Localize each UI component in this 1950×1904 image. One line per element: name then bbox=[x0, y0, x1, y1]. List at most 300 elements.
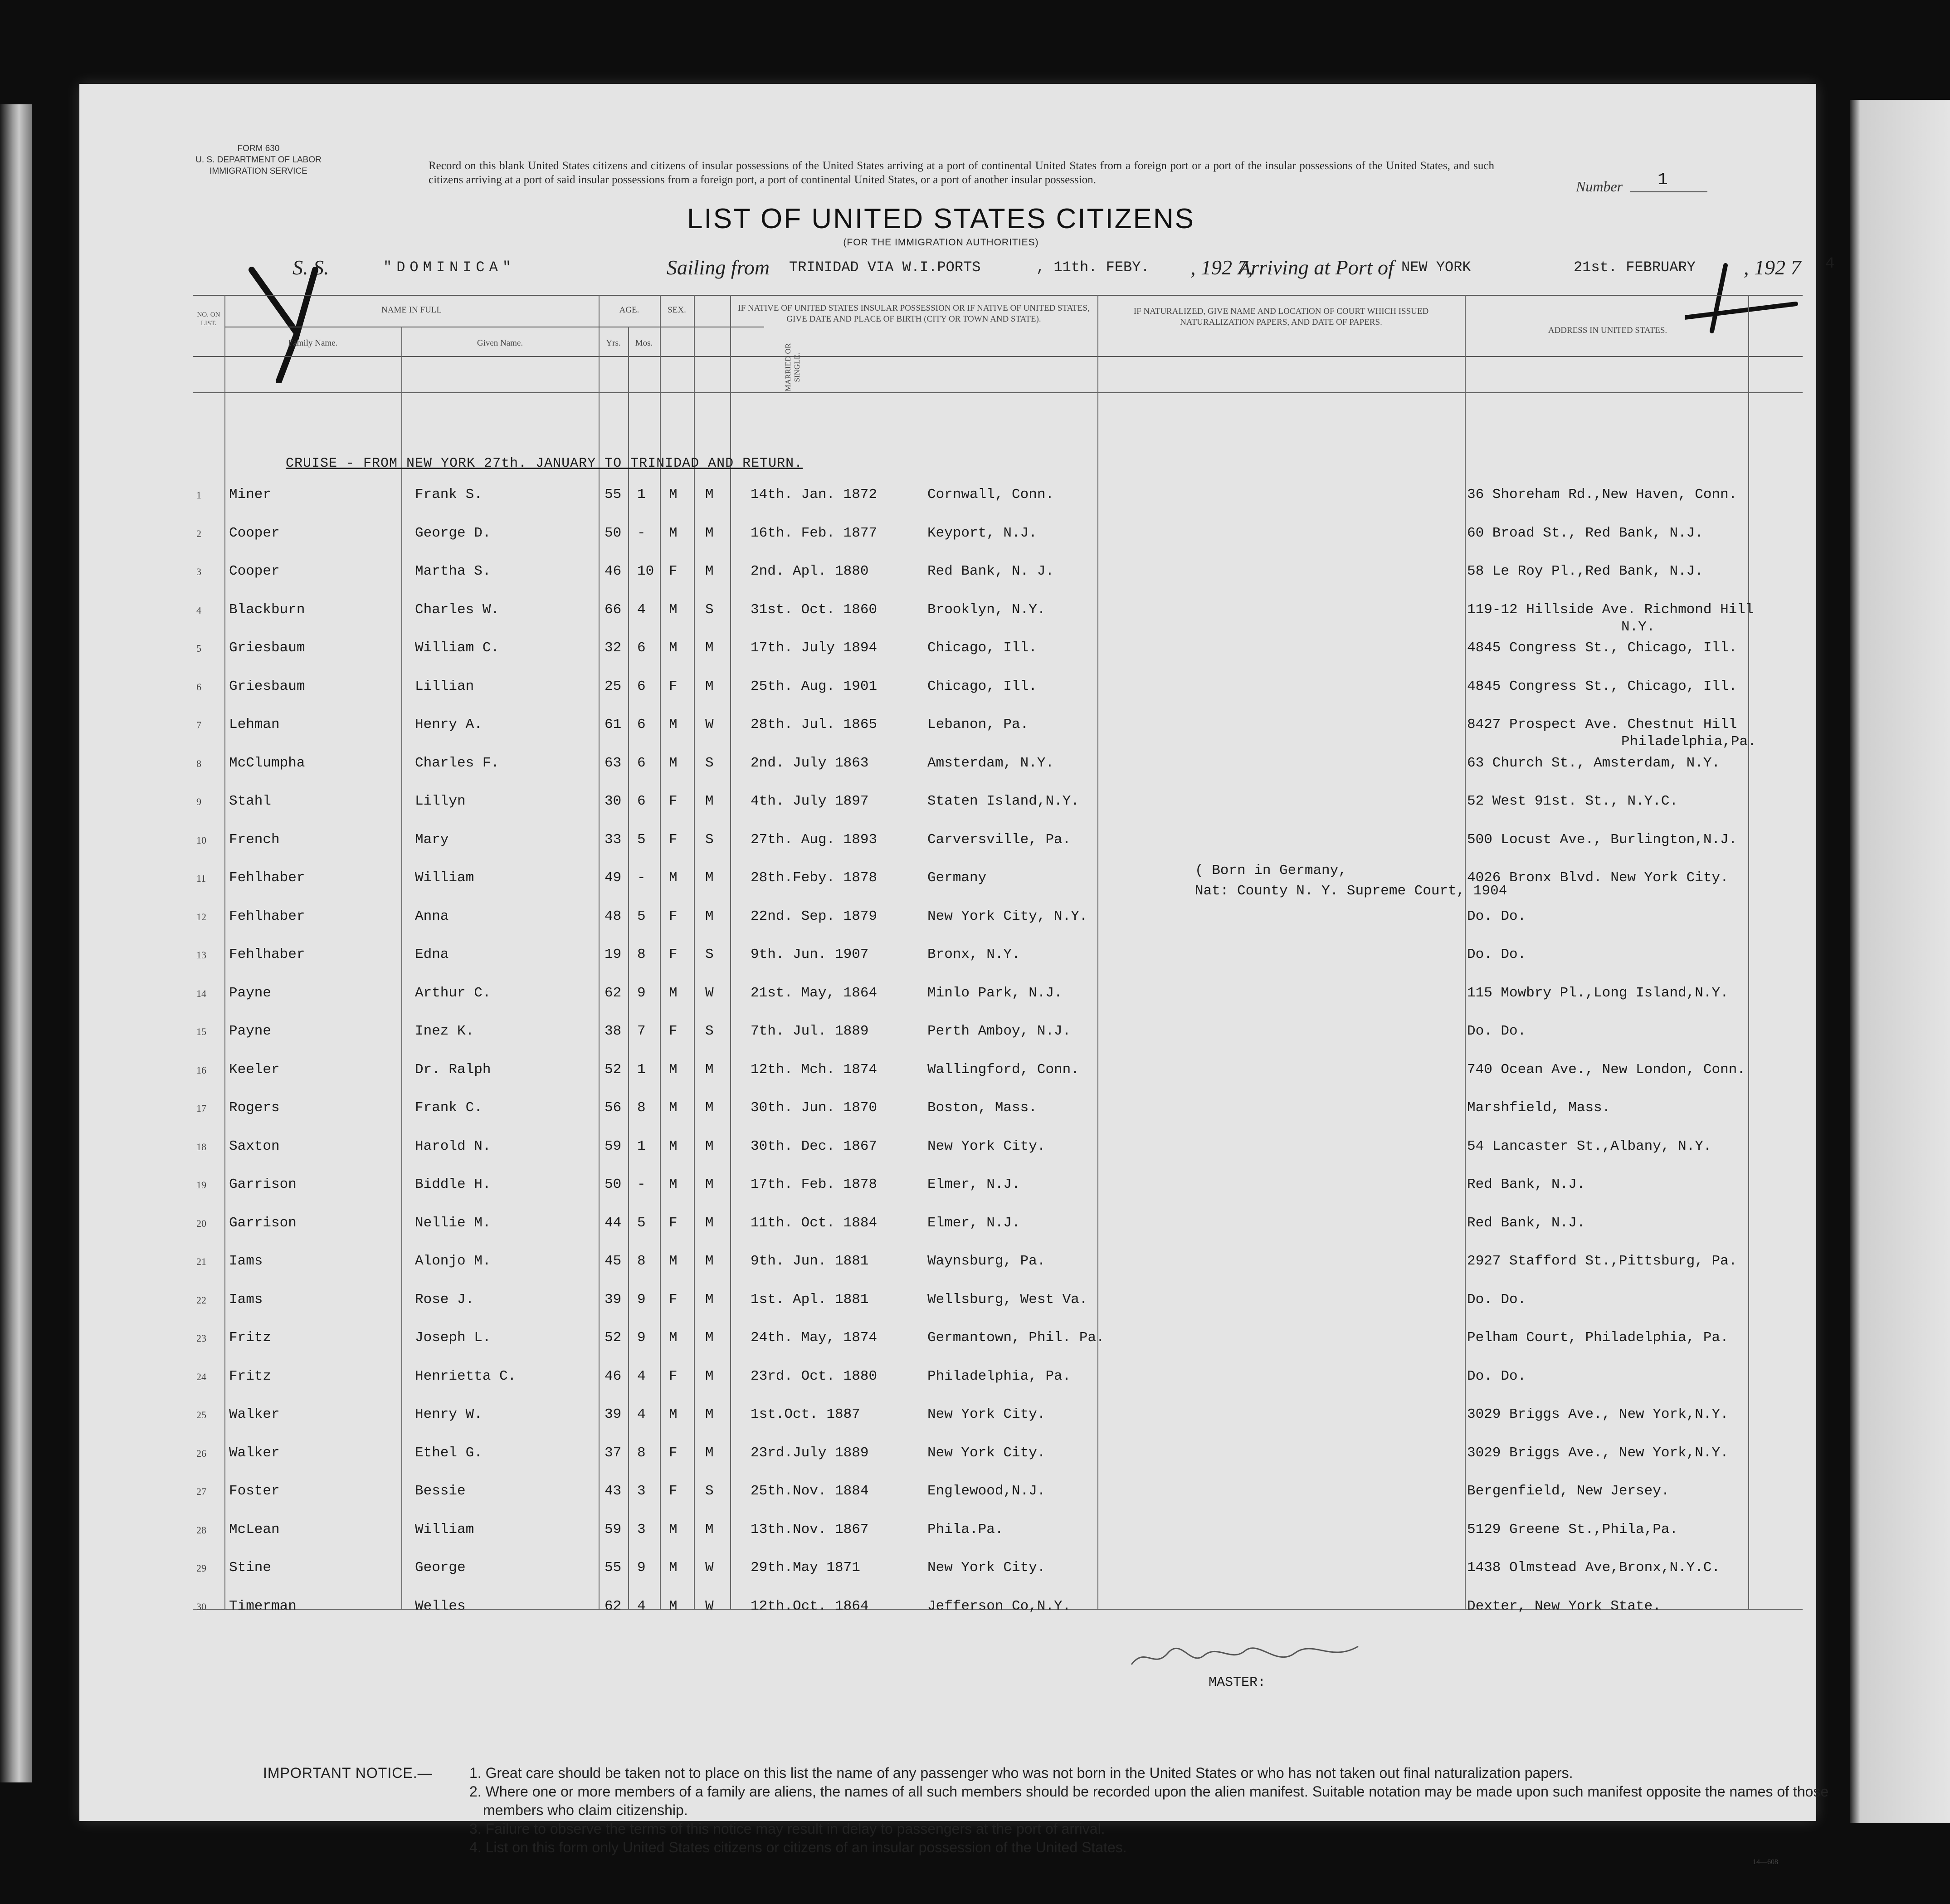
cell-mos: 3 bbox=[637, 1521, 646, 1538]
cell-sex: M bbox=[669, 1061, 678, 1078]
cell-ms: M bbox=[705, 1445, 714, 1461]
table-row bbox=[79, 1560, 1816, 1596]
cell-place: Red Bank, N. J. bbox=[927, 563, 1054, 579]
cell-date: 1st. Apl. 1881 bbox=[751, 1291, 869, 1308]
cruise-rule bbox=[193, 392, 1803, 393]
cell-no: 27 bbox=[196, 1486, 206, 1497]
cell-address-line-2: N.Y. bbox=[1621, 619, 1655, 635]
cell-no: 11 bbox=[196, 873, 206, 884]
cell-address: Red Bank, N.J. bbox=[1467, 1177, 1585, 1192]
cell-yrs: 62 bbox=[604, 985, 622, 1001]
cell-no: 12 bbox=[196, 911, 206, 923]
table-row bbox=[79, 640, 1816, 676]
cell-sex: F bbox=[669, 831, 678, 848]
cell-no: 8 bbox=[196, 757, 201, 769]
cell-ms: M bbox=[705, 525, 714, 541]
cell-address: 119-12 Hillside Ave. Richmond Hill bbox=[1467, 601, 1754, 618]
cell-place: Keyport, N.J. bbox=[927, 525, 1037, 541]
cell-yrs: 33 bbox=[604, 831, 622, 848]
cell-date: 25th. Aug. 1901 bbox=[751, 678, 878, 694]
cell-given: Charles W. bbox=[415, 601, 500, 618]
cell-ms: M bbox=[705, 1177, 714, 1192]
number-value: 1 bbox=[1658, 170, 1668, 190]
cell-sex: M bbox=[669, 640, 678, 656]
table-row bbox=[79, 525, 1816, 561]
cell-given: George bbox=[415, 1560, 466, 1576]
cell-sex: M bbox=[669, 755, 678, 771]
notice-item: 3. Failure to observe the terms of this notice may result in delay to passengers at the port of arrival. bbox=[469, 1821, 1105, 1837]
cell-date: 30th. Jun. 1870 bbox=[751, 1100, 878, 1116]
cell-address: 54 Lancaster St.,Albany, N.Y. bbox=[1467, 1138, 1712, 1154]
cell-address: 4026 Bronx Blvd. New York City. bbox=[1467, 870, 1729, 886]
cell-family: Keeler bbox=[229, 1061, 280, 1078]
cell-mos: 9 bbox=[637, 1560, 646, 1576]
cell-family: McLean bbox=[229, 1521, 280, 1538]
table-row bbox=[79, 563, 1816, 600]
cell-place: Cornwall, Conn. bbox=[927, 487, 1054, 503]
form-identifier bbox=[184, 143, 333, 177]
cell-family: Fritz bbox=[229, 1330, 272, 1346]
cell-yrs: 25 bbox=[604, 678, 622, 694]
cell-date: 28th. Jul. 1865 bbox=[751, 717, 878, 732]
cell-ms: W bbox=[705, 985, 714, 1001]
cell-yrs: 39 bbox=[604, 1406, 622, 1422]
cell-address: 36 Shoreham Rd.,New Haven, Conn. bbox=[1467, 487, 1737, 503]
header-married-single: MARRIED OR SINGLE. bbox=[784, 343, 801, 392]
cell-sex: M bbox=[669, 525, 678, 541]
cell-ms: M bbox=[705, 1061, 714, 1078]
cell-given: Martha S. bbox=[415, 563, 491, 579]
cell-family: Lehman bbox=[229, 717, 280, 732]
cell-date: 24th. May, 1874 bbox=[751, 1330, 878, 1346]
cell-place: Minlo Park, N.J. bbox=[927, 985, 1063, 1001]
cell-date: 22nd. Sep. 1879 bbox=[751, 908, 878, 924]
table-row bbox=[79, 1598, 1816, 1635]
service-name: IMMIGRATION SERVICE bbox=[210, 166, 307, 176]
cell-date: 17th. July 1894 bbox=[751, 640, 878, 656]
cell-ms: W bbox=[705, 1560, 714, 1576]
cell-given: Henry A. bbox=[415, 717, 483, 732]
cell-mos: 5 bbox=[637, 1215, 646, 1231]
cell-family: Iams bbox=[229, 1291, 263, 1308]
cell-address: 500 Locust Ave., Burlington,N.J. bbox=[1467, 831, 1737, 848]
cell-address: 60 Broad St., Red Bank, N.J. bbox=[1467, 525, 1703, 541]
cell-given: William C. bbox=[415, 640, 500, 656]
cell-no: 17 bbox=[196, 1103, 206, 1114]
cell-given: Inez K. bbox=[415, 1023, 474, 1039]
table-row bbox=[79, 908, 1816, 945]
header-top-rule bbox=[193, 295, 1803, 296]
cell-ms: S bbox=[705, 1023, 714, 1039]
cell-yrs: 32 bbox=[604, 640, 622, 656]
cell-given: Biddle H. bbox=[415, 1177, 491, 1192]
notice-item: 4. List on this form only United States citizens or citizens of an insular possession of the United States. bbox=[469, 1839, 1127, 1855]
cell-mos: 9 bbox=[637, 985, 646, 1001]
cell-mos: 3 bbox=[637, 1483, 646, 1499]
cell-address: Red Bank, N.J. bbox=[1467, 1215, 1585, 1231]
cell-no: 25 bbox=[196, 1409, 206, 1421]
table-row bbox=[79, 1253, 1816, 1289]
cell-yrs: 43 bbox=[604, 1483, 622, 1499]
page-subtitle: (FOR THE IMMIGRATION AUTHORITIES) bbox=[843, 237, 1039, 248]
table-row bbox=[79, 487, 1816, 523]
cell-yrs: 38 bbox=[604, 1023, 622, 1039]
cell-mos: - bbox=[637, 525, 646, 541]
cell-mos: 7 bbox=[637, 1023, 646, 1039]
cell-place: Chicago, Ill. bbox=[927, 678, 1037, 694]
header-months: Mos. bbox=[635, 338, 653, 348]
cell-ms: M bbox=[705, 1100, 714, 1116]
handwritten-number-mark bbox=[1685, 263, 1798, 336]
cell-yrs: 37 bbox=[604, 1445, 622, 1461]
cell-family: Stine bbox=[229, 1560, 272, 1576]
cell-given: William bbox=[415, 1521, 474, 1538]
cell-ms: S bbox=[705, 601, 714, 618]
cell-address: Do. Do. bbox=[1467, 947, 1526, 962]
table-row bbox=[79, 679, 1816, 715]
page-title: LIST OF UNITED STATES CITIZENS bbox=[687, 203, 1195, 234]
cell-sex: F bbox=[669, 947, 678, 962]
number-line bbox=[1630, 191, 1707, 192]
cell-date: 13th.Nov. 1867 bbox=[751, 1521, 869, 1538]
table-row bbox=[79, 1177, 1816, 1213]
table-row bbox=[79, 1062, 1816, 1098]
cell-address: 4845 Congress St., Chicago, Ill. bbox=[1467, 640, 1737, 656]
arriving-date: 21st. FEBRUARY bbox=[1574, 259, 1696, 276]
cell-family: French bbox=[229, 831, 280, 848]
cell-mos: 8 bbox=[637, 1253, 646, 1269]
cell-sex: M bbox=[669, 1330, 678, 1346]
cell-given: Dr. Ralph bbox=[415, 1061, 491, 1078]
table-row bbox=[79, 1215, 1816, 1251]
cell-mos: 6 bbox=[637, 755, 646, 771]
cell-sex: M bbox=[669, 1253, 678, 1269]
cell-ms: M bbox=[705, 1253, 714, 1269]
cell-no: 2 bbox=[196, 527, 201, 539]
cell-place: Englewood,N.J. bbox=[927, 1483, 1046, 1499]
cell-yrs: 44 bbox=[604, 1215, 622, 1231]
cell-ms: M bbox=[705, 678, 714, 694]
cell-sex: F bbox=[669, 1445, 678, 1461]
cell-mos: 4 bbox=[637, 1368, 646, 1384]
cell-sex: M bbox=[669, 985, 678, 1001]
cell-address: 1438 Olmstead Ave,Bronx,N.Y.C. bbox=[1467, 1560, 1721, 1576]
table-row bbox=[79, 793, 1816, 830]
corner-number: 4 bbox=[1825, 255, 1835, 273]
cell-address: 4845 Congress St., Chicago, Ill. bbox=[1467, 678, 1737, 694]
cell-place: Waynsburg, Pa. bbox=[927, 1253, 1046, 1269]
cell-place: Boston, Mass. bbox=[927, 1100, 1037, 1116]
cell-date: 30th. Dec. 1867 bbox=[751, 1138, 878, 1154]
table-row bbox=[79, 1522, 1816, 1558]
cell-family: Fehlhaber bbox=[229, 870, 305, 886]
cell-no: 22 bbox=[196, 1294, 206, 1306]
cell-yrs: 62 bbox=[604, 1598, 622, 1614]
cell-family: Timerman bbox=[229, 1598, 297, 1614]
table-row bbox=[79, 985, 1816, 1021]
cell-yrs: 55 bbox=[604, 487, 622, 503]
cell-mos: 4 bbox=[637, 601, 646, 618]
cell-sex: M bbox=[669, 1598, 678, 1614]
cell-date: 7th. Jul. 1889 bbox=[751, 1023, 869, 1039]
table-row bbox=[79, 1292, 1816, 1328]
cell-family: Walker bbox=[229, 1445, 280, 1461]
cell-yrs: 46 bbox=[604, 563, 622, 579]
cell-mos: 1 bbox=[637, 1138, 646, 1154]
cell-yrs: 50 bbox=[604, 1177, 622, 1192]
cell-given: Mary bbox=[415, 831, 449, 848]
cell-given: Frank C. bbox=[415, 1100, 483, 1116]
header-naturalized: IF NATURALIZED, GIVE NAME AND LOCATION OF COURT WHICH ISSUED NATURALIZATION PAPERS, AND DATE OF PAPERS. bbox=[1133, 307, 1429, 327]
cell-no: 26 bbox=[196, 1447, 206, 1459]
cell-date: 21st. May, 1864 bbox=[751, 985, 878, 1001]
cell-address: 3029 Briggs Ave., New York,N.Y. bbox=[1467, 1406, 1729, 1422]
department-name: U. S. DEPARTMENT OF LABOR bbox=[195, 155, 322, 165]
cell-given: Lillian bbox=[415, 678, 474, 694]
cell-mos: 10 bbox=[637, 563, 654, 579]
cell-address: Pelham Court, Philadelphia, Pa. bbox=[1467, 1330, 1729, 1346]
manifest-sheet bbox=[79, 84, 1835, 1866]
cell-given: Henrietta C. bbox=[415, 1368, 517, 1384]
cell-ms: M bbox=[705, 1521, 714, 1538]
cell-mos: 6 bbox=[637, 793, 646, 809]
cell-ms: M bbox=[705, 908, 714, 924]
cell-yrs: 52 bbox=[604, 1061, 622, 1078]
table-row bbox=[79, 947, 1816, 983]
cell-yrs: 50 bbox=[604, 525, 622, 541]
cell-ms: M bbox=[705, 1291, 714, 1308]
cell-no: 20 bbox=[196, 1217, 206, 1229]
cell-yrs: 63 bbox=[604, 755, 622, 771]
cell-sex: F bbox=[669, 1023, 678, 1039]
cell-place: Bronx, N.Y. bbox=[927, 947, 1020, 962]
cell-family: Walker bbox=[229, 1406, 280, 1422]
cell-mos: 8 bbox=[637, 1100, 646, 1116]
cell-family: McClumpha bbox=[229, 755, 305, 771]
cell-address: 52 West 91st. St., N.Y.C. bbox=[1467, 793, 1678, 809]
cell-yrs: 55 bbox=[604, 1560, 622, 1576]
cell-date: 14th. Jan. 1872 bbox=[751, 487, 878, 503]
cell-yrs: 46 bbox=[604, 1368, 622, 1384]
cell-ms: M bbox=[705, 870, 714, 886]
cell-family: Fritz bbox=[229, 1368, 272, 1384]
cell-place: Amsterdam, N.Y. bbox=[927, 755, 1054, 771]
cell-family: Garrison bbox=[229, 1215, 297, 1231]
cell-sex: M bbox=[669, 487, 678, 503]
cell-mos: 1 bbox=[637, 1061, 646, 1078]
cell-address: Do. Do. bbox=[1467, 1368, 1526, 1384]
cell-given: George D. bbox=[415, 525, 491, 541]
cell-address: Do. Do. bbox=[1467, 1291, 1526, 1308]
cell-ms: M bbox=[705, 1368, 714, 1384]
header-bottom-rule bbox=[193, 356, 1803, 357]
cell-address: Dexter, New York State. bbox=[1467, 1598, 1661, 1614]
cell-sex: M bbox=[669, 1521, 678, 1538]
cell-date: 16th. Feb. 1877 bbox=[751, 525, 878, 541]
cell-address: 740 Ocean Ave., New London, Conn. bbox=[1467, 1061, 1745, 1078]
cell-place: Wellsburg, West Va. bbox=[927, 1291, 1088, 1308]
notice-heading: IMPORTANT NOTICE.— bbox=[263, 1765, 433, 1781]
cell-sex: F bbox=[669, 1483, 678, 1499]
cell-given: Lillyn bbox=[415, 793, 466, 809]
table-row bbox=[79, 1138, 1816, 1175]
header-age: AGE. bbox=[619, 305, 639, 315]
header-years: Yrs. bbox=[606, 338, 621, 348]
header-family-name: Family Name. bbox=[288, 338, 338, 348]
cell-address: 63 Church St., Amsterdam, N.Y. bbox=[1467, 755, 1721, 771]
cell-no: 7 bbox=[196, 719, 201, 731]
cell-no: 14 bbox=[196, 987, 206, 999]
cell-place: Phila.Pa. bbox=[927, 1521, 1004, 1538]
cell-no: 23 bbox=[196, 1333, 206, 1344]
cell-no: 28 bbox=[196, 1524, 206, 1536]
cell-place: Elmer, N.J. bbox=[927, 1177, 1020, 1192]
cell-ms: M bbox=[705, 1138, 714, 1154]
cell-sex: F bbox=[669, 793, 678, 809]
cell-date: 9th. Jun. 1881 bbox=[751, 1253, 869, 1269]
cell-sex: M bbox=[669, 870, 678, 886]
cell-mos: 1 bbox=[637, 487, 646, 503]
cell-mos: 5 bbox=[637, 908, 646, 924]
adjacent-page-right bbox=[1850, 100, 1950, 1823]
cell-given: Charles F. bbox=[415, 755, 500, 771]
cell-no: 30 bbox=[196, 1601, 206, 1612]
cell-family: Payne bbox=[229, 985, 272, 1001]
cell-address: 58 Le Roy Pl.,Red Bank, N.J. bbox=[1467, 563, 1703, 579]
arriving-port: NEW YORK bbox=[1401, 259, 1471, 276]
cell-sex: M bbox=[669, 601, 678, 618]
cell-address: Marshfield, Mass. bbox=[1467, 1100, 1611, 1116]
cell-place: New York City, N.Y. bbox=[927, 908, 1088, 924]
cell-date: 1st.Oct. 1887 bbox=[751, 1406, 860, 1422]
cell-sex: M bbox=[669, 1138, 678, 1154]
arriving-label: Arriving at Port of bbox=[1238, 256, 1394, 279]
cell-place: Jefferson Co,N.Y. bbox=[927, 1598, 1071, 1614]
cell-mos: 6 bbox=[637, 640, 646, 656]
cell-date: 27th. Aug. 1893 bbox=[751, 831, 878, 848]
table-row bbox=[79, 1406, 1816, 1443]
table-row bbox=[79, 1368, 1816, 1405]
cell-place: Lebanon, Pa. bbox=[927, 717, 1029, 732]
cell-ms: W bbox=[705, 717, 714, 732]
cell-date: 4th. July 1897 bbox=[751, 793, 869, 809]
table-row bbox=[79, 717, 1816, 753]
cell-sex: M bbox=[669, 1177, 678, 1192]
cell-family: Griesbaum bbox=[229, 678, 305, 694]
header-no: NO. ON LIST. bbox=[197, 311, 220, 327]
cell-place: Wallingford, Conn. bbox=[927, 1061, 1079, 1078]
ship-name: "DOMINICA" bbox=[383, 259, 516, 276]
cell-yrs: 66 bbox=[604, 601, 622, 618]
cell-date: 28th.Feby. 1878 bbox=[751, 870, 878, 886]
cell-yrs: 49 bbox=[604, 870, 622, 886]
cell-given: Harold N. bbox=[415, 1138, 491, 1154]
cell-sex: M bbox=[669, 1100, 678, 1116]
cell-ms: M bbox=[705, 487, 714, 503]
cell-no: 29 bbox=[196, 1562, 206, 1574]
cell-given: Welles bbox=[415, 1598, 466, 1614]
cell-no: 18 bbox=[196, 1141, 206, 1152]
cell-address: 3029 Briggs Ave., New York,N.Y. bbox=[1467, 1445, 1729, 1461]
cell-family: Cooper bbox=[229, 525, 280, 541]
cell-ms: S bbox=[705, 831, 714, 848]
cell-sex: M bbox=[669, 717, 678, 732]
cell-sex: F bbox=[669, 1368, 678, 1384]
arriving-year: , 192 7 bbox=[1744, 256, 1801, 279]
cell-family: Fehlhaber bbox=[229, 947, 305, 962]
table-row bbox=[79, 1330, 1816, 1366]
cell-date: 2nd. July 1863 bbox=[751, 755, 869, 771]
cell-mos: 9 bbox=[637, 1291, 646, 1308]
form-number: FORM 630 bbox=[237, 144, 280, 153]
sailing-year: , 192 7, bbox=[1190, 256, 1253, 279]
cell-place: Carversville, Pa. bbox=[927, 831, 1071, 848]
table-row bbox=[79, 1483, 1816, 1519]
cell-place: New York City. bbox=[927, 1138, 1046, 1154]
cell-address: Do. Do. bbox=[1467, 1023, 1526, 1039]
table-row bbox=[79, 755, 1816, 791]
cell-date: 2nd. Apl. 1880 bbox=[751, 563, 869, 579]
cell-yrs: 56 bbox=[604, 1100, 622, 1116]
cell-sex: F bbox=[669, 908, 678, 924]
cell-family: Cooper bbox=[229, 563, 280, 579]
sailing-port: TRINIDAD VIA W.I.PORTS bbox=[789, 259, 981, 276]
cell-no: 10 bbox=[196, 834, 206, 846]
header-name-in-full: NAME IN FULL bbox=[381, 305, 442, 315]
header-birth: IF NATIVE OF UNITED STATES INSULAR POSSESSION OR IF NATIVE OF UNITED STATES, GIVE DATE AND PLACE OF BIRTH (CITY OR TOWN AND STATE). bbox=[738, 303, 1090, 324]
cruise-note: CRUISE - FROM NEW YORK 27th. JANUARY TO TRINIDAD AND RETURN. bbox=[286, 456, 803, 471]
cell-no: 5 bbox=[196, 643, 201, 654]
cell-place: New York City. bbox=[927, 1406, 1046, 1422]
cell-given: Arthur C. bbox=[415, 985, 491, 1001]
cell-no: 9 bbox=[196, 796, 201, 807]
cell-ms: M bbox=[705, 640, 714, 656]
cell-ms: M bbox=[705, 1406, 714, 1422]
cell-place: Chicago, Ill. bbox=[927, 640, 1037, 656]
cell-given: Frank S. bbox=[415, 487, 483, 503]
adjacent-page-left bbox=[0, 104, 32, 1782]
cell-ms: M bbox=[705, 793, 714, 809]
cell-yrs: 48 bbox=[604, 908, 622, 924]
cell-yrs: 52 bbox=[604, 1330, 622, 1346]
notice-item: 1. Great care should be taken not to place on this list the name of any passenger who was not born in the United States or who has not taken out final naturalization papers. bbox=[469, 1765, 1573, 1781]
instructions-text: Record on this blank United States citizens and citizens of insular possessions of the United States arriving at a port of continental United States from a foreign port or a port of the insular possessions of the United States, and such citizens arriving at a port of said insular possessions from a foreign port, a port of continental United States, or a port of another insular possession. bbox=[429, 160, 1494, 186]
table-row bbox=[79, 1023, 1816, 1059]
notice-items bbox=[469, 1764, 1839, 1857]
cell-ms: M bbox=[705, 1330, 714, 1346]
cell-address: Do. Do. bbox=[1467, 908, 1526, 924]
cell-address: Bergenfield, New Jersey. bbox=[1467, 1483, 1670, 1499]
cell-no: 19 bbox=[196, 1179, 206, 1191]
cell-family: Iams bbox=[229, 1253, 263, 1269]
cell-mos: 6 bbox=[637, 717, 646, 732]
cell-mos: 8 bbox=[637, 947, 646, 962]
cell-address: 8427 Prospect Ave. Chestnut Hill bbox=[1467, 717, 1737, 732]
cell-sex: F bbox=[669, 563, 678, 579]
cell-address: 2927 Stafford St.,Pittsburg, Pa. bbox=[1467, 1253, 1737, 1269]
cell-family: Foster bbox=[229, 1483, 280, 1499]
cell-place: Staten Island,N.Y. bbox=[927, 793, 1079, 809]
sailing-date: , 11th. FEBY. bbox=[1036, 259, 1150, 276]
cell-no: 15 bbox=[196, 1026, 206, 1037]
cell-no: 24 bbox=[196, 1371, 206, 1382]
cell-ms: M bbox=[705, 563, 714, 579]
cell-yrs: 19 bbox=[604, 947, 622, 962]
header-address: ADDRESS IN UNITED STATES. bbox=[1548, 326, 1667, 335]
cell-given: Nellie M. bbox=[415, 1215, 491, 1231]
cell-ms: S bbox=[705, 947, 714, 962]
cell-sex: F bbox=[669, 678, 678, 694]
